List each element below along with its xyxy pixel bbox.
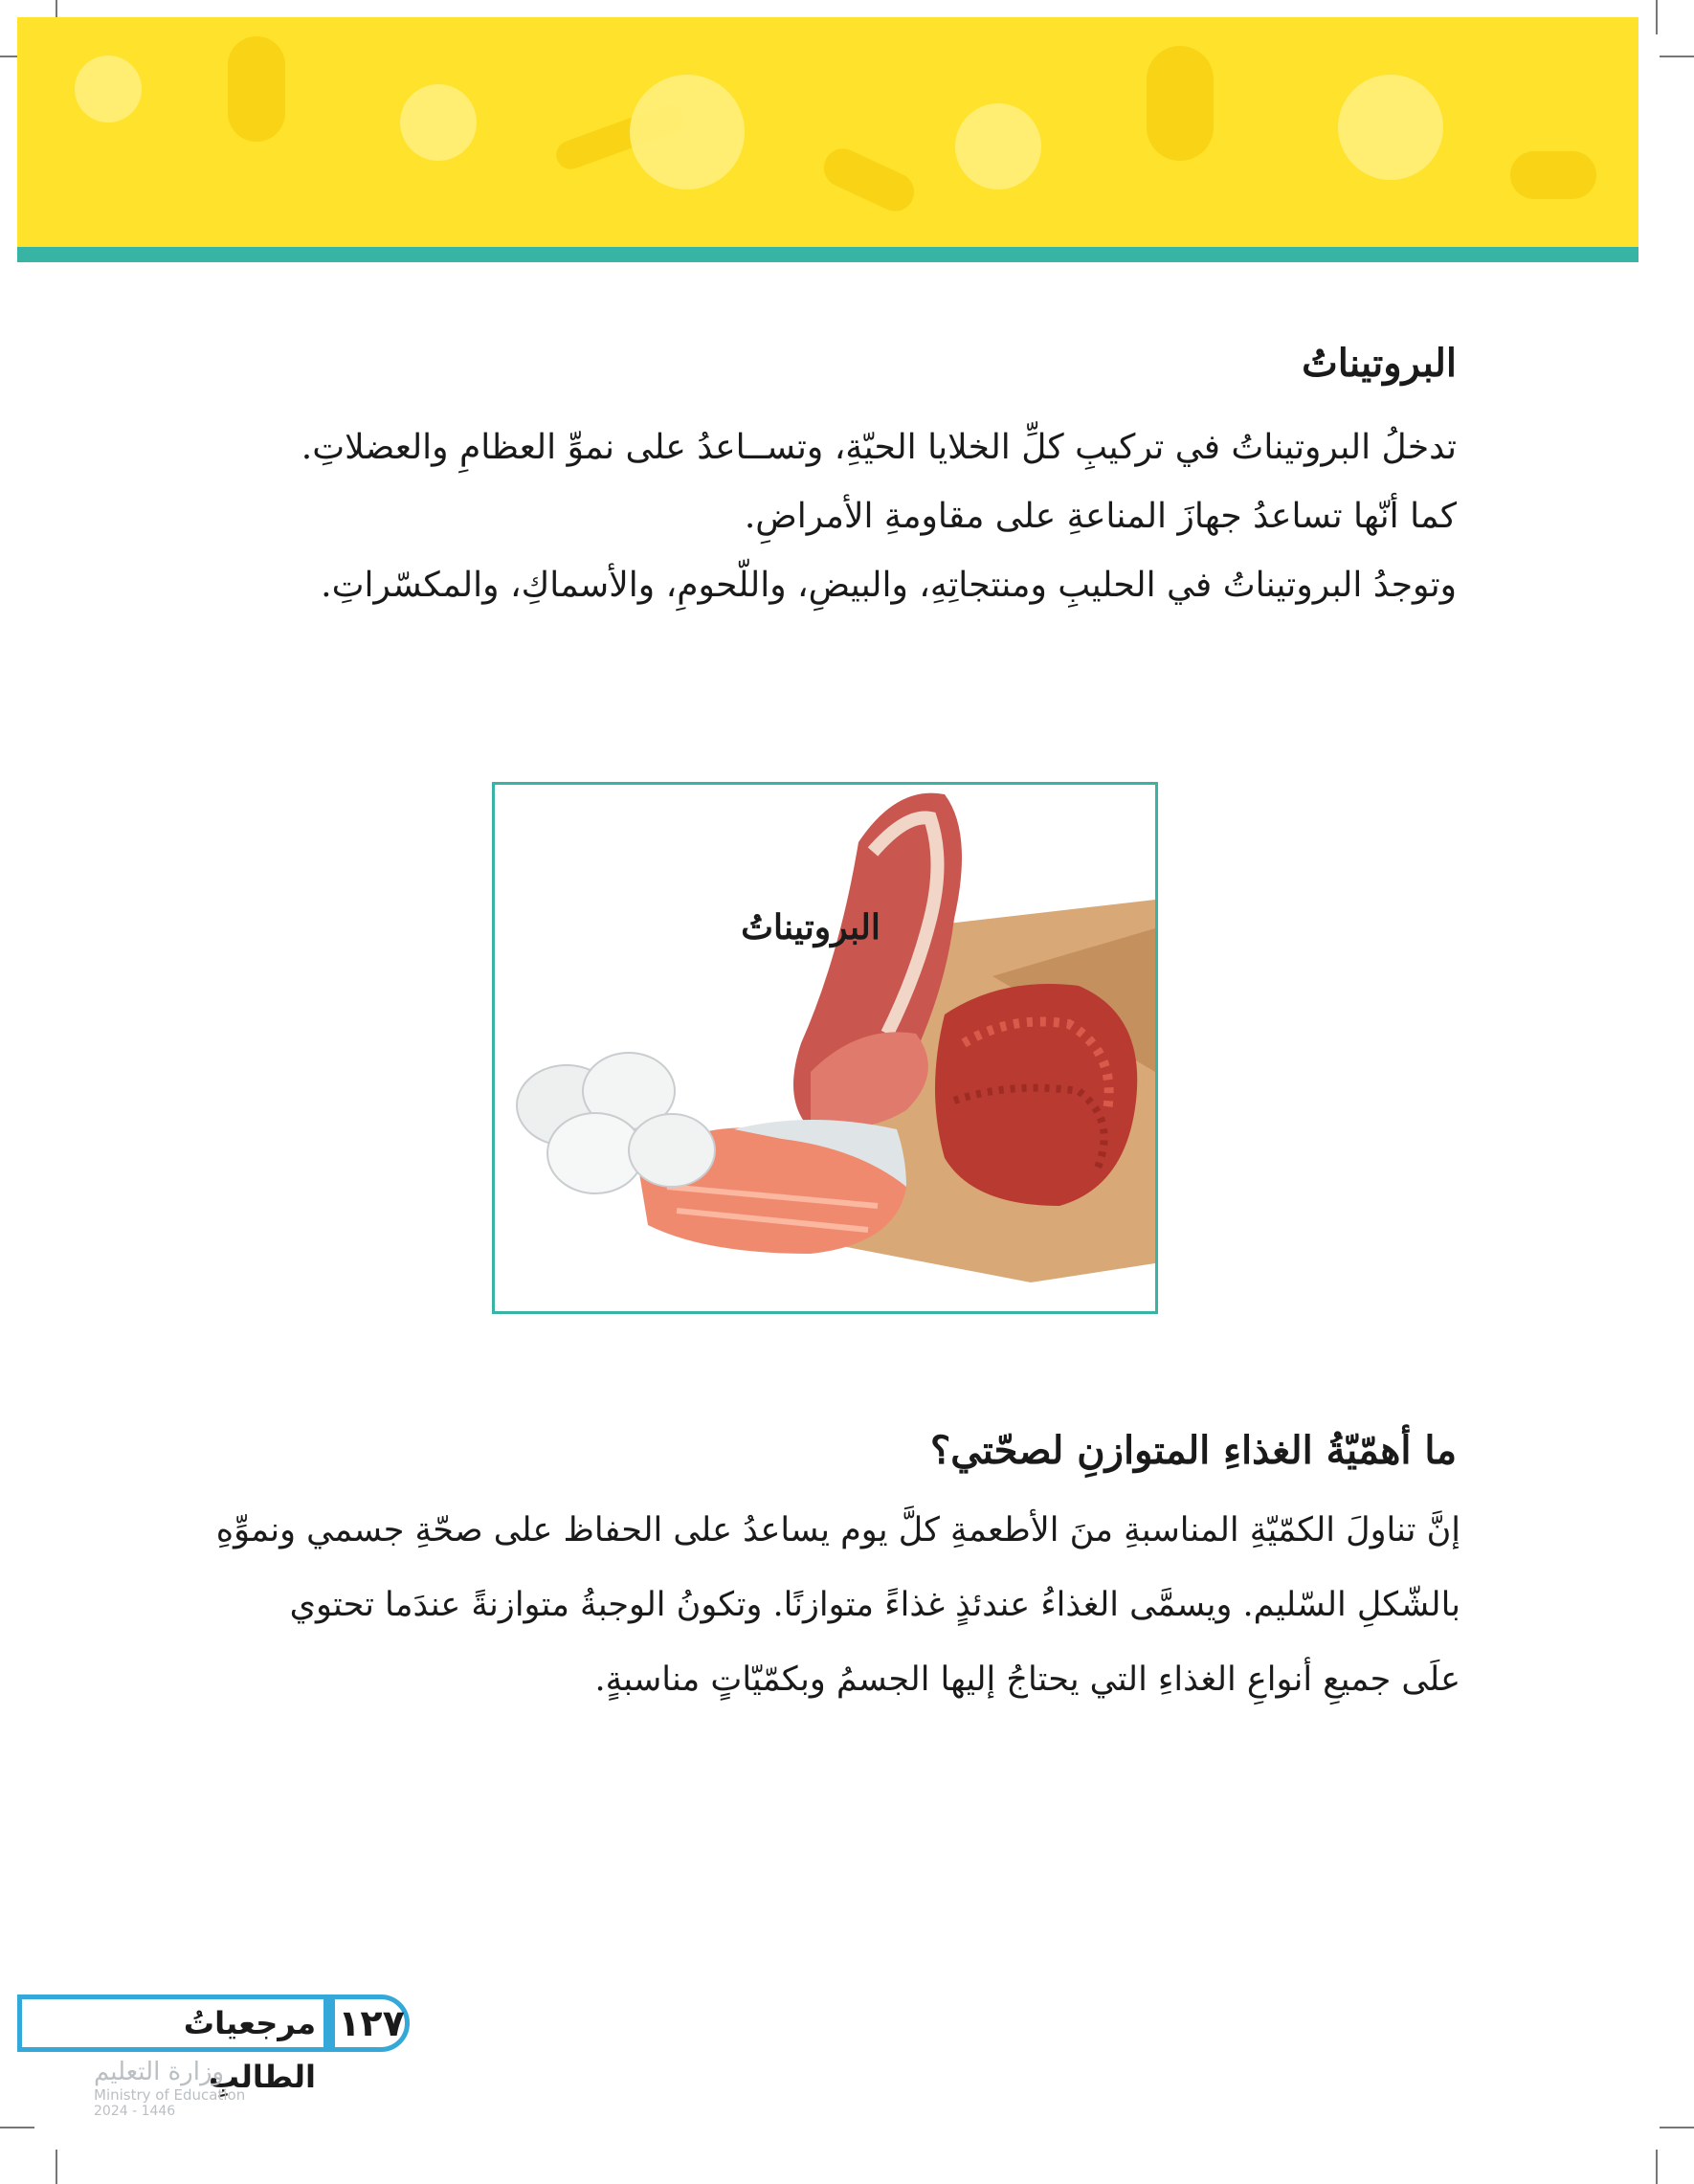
section-proteins-body: [301, 413, 1457, 620]
banner-decoration: [400, 84, 477, 161]
banner-decoration: [228, 36, 285, 142]
crop-mark: [1656, 2150, 1658, 2184]
paragraph-line: بالشّكلِ السّليم. ويسمَّى الغذاءُ عندئذٍ غذاءً متوازنًا. وتكونُ الوجبةُ متوازنةً عندَما تحتوي: [289, 1586, 1460, 1624]
paragraph-line: علَى جميعِ أنواعِ الغذاءِ التي يحتاجُ إليها الجسمُ وبكمّيّاتٍ مناسبةٍ.: [594, 1660, 1460, 1699]
header-rule: [17, 247, 1638, 262]
banner-decoration: [955, 103, 1041, 189]
ministry-watermark: [94, 2058, 343, 2119]
balanced-diet-heading: ما أهمّيّةُ الغذاءِ المتوازنِ لصحّتي؟: [930, 1428, 1457, 1473]
header-banner: [17, 17, 1638, 247]
protein-foods-illustration: [495, 785, 1155, 1311]
banner-decoration: [630, 75, 745, 189]
banner-decoration: [817, 143, 921, 218]
footer-section-label: مرجعياتُ الطالبِ: [183, 2005, 316, 2095]
ministry-name-ar: وزارة التعليم: [94, 2058, 225, 2086]
paragraph-line: تدخلُ البروتيناتُ في تركيبِ كلِّ الخلايا الحيّةِ، وتســاعدُ على نموِّ العظامِ والعضلاتِ.: [301, 428, 1457, 467]
banner-decoration: [75, 56, 142, 123]
banner-decoration: [1338, 75, 1443, 180]
proteins-figure: [492, 782, 1158, 1314]
page-number: ١٢٧: [338, 2002, 405, 2044]
ministry-year: 2024 - 1446: [94, 2104, 176, 2119]
crop-mark: [56, 2150, 57, 2184]
crop-mark: [1660, 56, 1694, 57]
figure-label: البروتيناتُ: [741, 907, 880, 947]
ministry-name-en: Ministry of Education: [94, 2086, 246, 2104]
footer-divider: [323, 1999, 335, 2047]
banner-decoration: [1147, 46, 1214, 161]
balanced-diet-body: [216, 1493, 1460, 1717]
paragraph-line: إنَّ تناولَ الكمّيّةِ المناسبةِ منَ الأطعمةِ كلَّ يوم يساعدُ على الحفاظ على صحّةِ جسمي ونموِّهِ: [215, 1511, 1460, 1549]
crop-mark: [1660, 2127, 1694, 2128]
paragraph-line: كما أنّها تساعدُ جهازَ المناعةِ على مقاومةِ الأمراضِ.: [744, 497, 1457, 536]
paragraph-line: وتوجدُ البروتيناتُ في الحليبِ ومنتجاتِهِ، والبيضِ، واللّحومِ، والأسماكِ، والمكسّراتِ.: [321, 566, 1457, 605]
crop-mark: [0, 2127, 34, 2128]
section-proteins-heading: البروتيناتُ: [1302, 341, 1457, 386]
banner-decoration: [1510, 151, 1596, 199]
crop-mark: [1656, 0, 1658, 34]
